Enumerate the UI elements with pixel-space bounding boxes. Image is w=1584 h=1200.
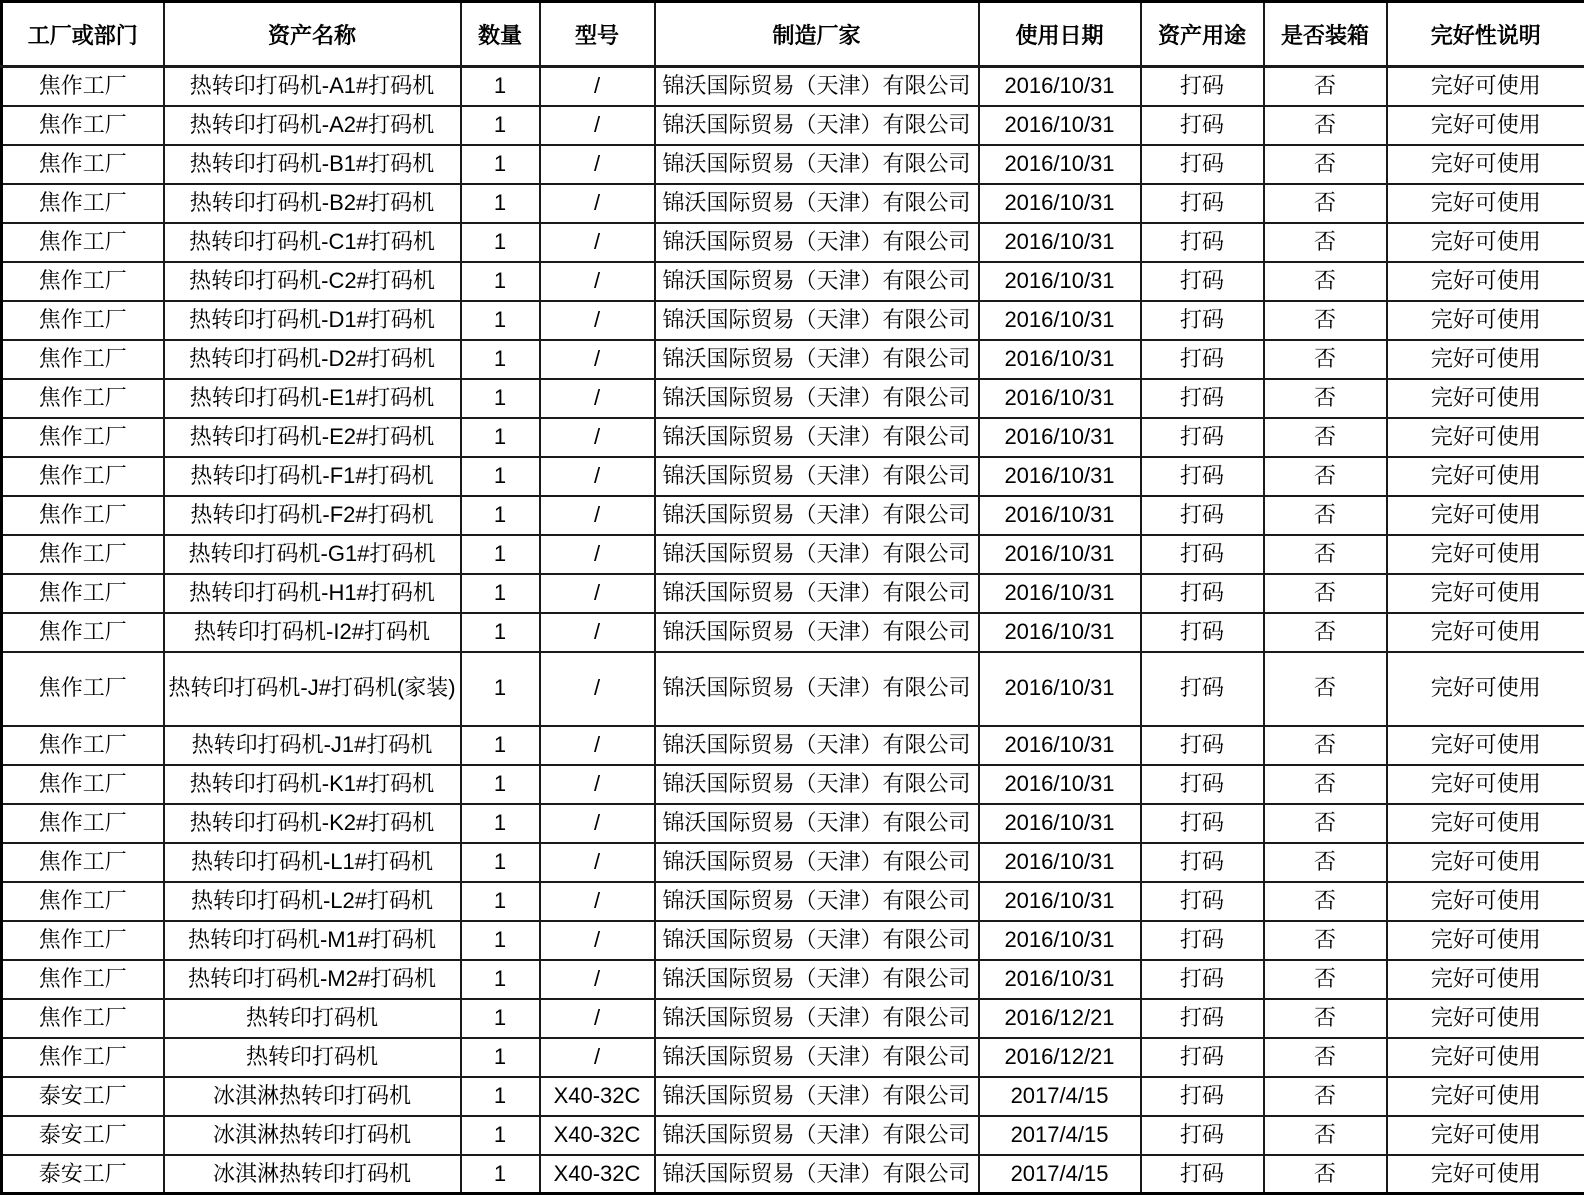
cell-model: / xyxy=(540,379,655,418)
cell-condition: 完好可使用 xyxy=(1387,613,1584,652)
cell-manufacturer: 锦沃国际贸易（天津）有限公司 xyxy=(655,652,979,726)
cell-factory: 焦作工厂 xyxy=(2,301,164,340)
cell-asset_name: 热转印打码机-L2#打码机 xyxy=(164,882,461,921)
cell-usage: 打码 xyxy=(1141,804,1264,843)
table-row xyxy=(2,1077,1584,1116)
cell-boxed: 否 xyxy=(1264,652,1387,726)
cell-quantity: 1 xyxy=(461,1077,540,1116)
cell-start_date: 2016/10/31 xyxy=(979,262,1141,301)
cell-factory: 焦作工厂 xyxy=(2,379,164,418)
cell-manufacturer: 锦沃国际贸易（天津）有限公司 xyxy=(655,765,979,804)
cell-factory: 焦作工厂 xyxy=(2,613,164,652)
table-row xyxy=(2,262,1584,301)
cell-condition: 完好可使用 xyxy=(1387,652,1584,726)
cell-condition: 完好可使用 xyxy=(1387,67,1584,106)
table-row xyxy=(2,223,1584,262)
cell-manufacturer: 锦沃国际贸易（天津）有限公司 xyxy=(655,301,979,340)
cell-factory: 焦作工厂 xyxy=(2,340,164,379)
table-row xyxy=(2,418,1584,457)
cell-boxed: 否 xyxy=(1264,301,1387,340)
cell-usage: 打码 xyxy=(1141,106,1264,145)
cell-start_date: 2016/10/31 xyxy=(979,340,1141,379)
cell-model: / xyxy=(540,223,655,262)
cell-manufacturer: 锦沃国际贸易（天津）有限公司 xyxy=(655,457,979,496)
cell-condition: 完好可使用 xyxy=(1387,184,1584,223)
cell-boxed: 否 xyxy=(1264,1038,1387,1077)
cell-asset_name: 热转印打码机-C1#打码机 xyxy=(164,223,461,262)
cell-quantity: 1 xyxy=(461,804,540,843)
cell-asset_name: 热转印打码机-J1#打码机 xyxy=(164,726,461,765)
table-row xyxy=(2,301,1584,340)
cell-quantity: 1 xyxy=(461,340,540,379)
cell-manufacturer: 锦沃国际贸易（天津）有限公司 xyxy=(655,223,979,262)
cell-manufacturer: 锦沃国际贸易（天津）有限公司 xyxy=(655,960,979,999)
cell-asset_name: 热转印打码机 xyxy=(164,999,461,1038)
cell-boxed: 否 xyxy=(1264,613,1387,652)
cell-start_date: 2016/10/31 xyxy=(979,804,1141,843)
cell-usage: 打码 xyxy=(1141,223,1264,262)
cell-start_date: 2016/10/31 xyxy=(979,184,1141,223)
table-row xyxy=(2,804,1584,843)
cell-start_date: 2016/10/31 xyxy=(979,496,1141,535)
cell-asset_name: 热转印打码机-K1#打码机 xyxy=(164,765,461,804)
cell-boxed: 否 xyxy=(1264,67,1387,106)
cell-boxed: 否 xyxy=(1264,1116,1387,1155)
cell-condition: 完好可使用 xyxy=(1387,340,1584,379)
cell-usage: 打码 xyxy=(1141,921,1264,960)
table-row xyxy=(2,960,1584,999)
cell-model: / xyxy=(540,921,655,960)
cell-start_date: 2016/10/31 xyxy=(979,535,1141,574)
table-row xyxy=(2,613,1584,652)
cell-quantity: 1 xyxy=(461,457,540,496)
cell-model: / xyxy=(540,106,655,145)
cell-quantity: 1 xyxy=(461,496,540,535)
cell-usage: 打码 xyxy=(1141,882,1264,921)
cell-asset_name: 热转印打码机-A1#打码机 xyxy=(164,67,461,106)
cell-usage: 打码 xyxy=(1141,960,1264,999)
column-header-start_date: 使用日期 xyxy=(979,2,1141,67)
cell-usage: 打码 xyxy=(1141,418,1264,457)
cell-asset_name: 热转印打码机-H1#打码机 xyxy=(164,574,461,613)
cell-manufacturer: 锦沃国际贸易（天津）有限公司 xyxy=(655,1077,979,1116)
cell-quantity: 1 xyxy=(461,765,540,804)
cell-condition: 完好可使用 xyxy=(1387,843,1584,882)
table-row xyxy=(2,535,1584,574)
cell-usage: 打码 xyxy=(1141,145,1264,184)
table-body xyxy=(2,67,1584,1194)
column-header-factory: 工厂或部门 xyxy=(2,2,164,67)
column-header-quantity: 数量 xyxy=(461,2,540,67)
cell-model: / xyxy=(540,882,655,921)
cell-boxed: 否 xyxy=(1264,262,1387,301)
cell-factory: 焦作工厂 xyxy=(2,535,164,574)
cell-quantity: 1 xyxy=(461,418,540,457)
cell-manufacturer: 锦沃国际贸易（天津）有限公司 xyxy=(655,804,979,843)
cell-usage: 打码 xyxy=(1141,765,1264,804)
table-row xyxy=(2,843,1584,882)
cell-quantity: 1 xyxy=(461,106,540,145)
cell-start_date: 2017/4/15 xyxy=(979,1155,1141,1194)
cell-factory: 焦作工厂 xyxy=(2,106,164,145)
cell-start_date: 2016/10/31 xyxy=(979,457,1141,496)
cell-manufacturer: 锦沃国际贸易（天津）有限公司 xyxy=(655,1155,979,1194)
cell-quantity: 1 xyxy=(461,1155,540,1194)
cell-condition: 完好可使用 xyxy=(1387,145,1584,184)
cell-boxed: 否 xyxy=(1264,960,1387,999)
cell-usage: 打码 xyxy=(1141,999,1264,1038)
cell-manufacturer: 锦沃国际贸易（天津）有限公司 xyxy=(655,726,979,765)
cell-start_date: 2016/10/31 xyxy=(979,67,1141,106)
cell-boxed: 否 xyxy=(1264,765,1387,804)
cell-factory: 焦作工厂 xyxy=(2,765,164,804)
cell-usage: 打码 xyxy=(1141,1116,1264,1155)
cell-usage: 打码 xyxy=(1141,1155,1264,1194)
cell-usage: 打码 xyxy=(1141,652,1264,726)
cell-factory: 焦作工厂 xyxy=(2,652,164,726)
cell-model: / xyxy=(540,535,655,574)
cell-factory: 焦作工厂 xyxy=(2,184,164,223)
cell-asset_name: 热转印打码机-E2#打码机 xyxy=(164,418,461,457)
cell-condition: 完好可使用 xyxy=(1387,1116,1584,1155)
cell-model: / xyxy=(540,574,655,613)
cell-quantity: 1 xyxy=(461,184,540,223)
table-row xyxy=(2,106,1584,145)
cell-start_date: 2017/4/15 xyxy=(979,1077,1141,1116)
cell-model: X40-32C xyxy=(540,1116,655,1155)
table-row xyxy=(2,67,1584,106)
column-header-model: 型号 xyxy=(540,2,655,67)
cell-boxed: 否 xyxy=(1264,843,1387,882)
cell-model: / xyxy=(540,184,655,223)
table-row xyxy=(2,184,1584,223)
cell-boxed: 否 xyxy=(1264,1155,1387,1194)
cell-asset_name: 热转印打码机-D2#打码机 xyxy=(164,340,461,379)
cell-condition: 完好可使用 xyxy=(1387,574,1584,613)
cell-manufacturer: 锦沃国际贸易（天津）有限公司 xyxy=(655,184,979,223)
cell-asset_name: 热转印打码机-E1#打码机 xyxy=(164,379,461,418)
cell-boxed: 否 xyxy=(1264,340,1387,379)
cell-asset_name: 热转印打码机-K2#打码机 xyxy=(164,804,461,843)
table-row xyxy=(2,340,1584,379)
cell-manufacturer: 锦沃国际贸易（天津）有限公司 xyxy=(655,843,979,882)
cell-model: / xyxy=(540,765,655,804)
cell-boxed: 否 xyxy=(1264,496,1387,535)
cell-factory: 焦作工厂 xyxy=(2,804,164,843)
cell-asset_name: 热转印打码机-B2#打码机 xyxy=(164,184,461,223)
cell-quantity: 1 xyxy=(461,652,540,726)
table-row xyxy=(2,1155,1584,1194)
cell-quantity: 1 xyxy=(461,574,540,613)
cell-factory: 焦作工厂 xyxy=(2,574,164,613)
cell-boxed: 否 xyxy=(1264,535,1387,574)
cell-manufacturer: 锦沃国际贸易（天津）有限公司 xyxy=(655,1116,979,1155)
cell-model: / xyxy=(540,301,655,340)
cell-quantity: 1 xyxy=(461,843,540,882)
cell-factory: 焦作工厂 xyxy=(2,882,164,921)
cell-start_date: 2016/10/31 xyxy=(979,726,1141,765)
cell-model: X40-32C xyxy=(540,1155,655,1194)
cell-manufacturer: 锦沃国际贸易（天津）有限公司 xyxy=(655,882,979,921)
cell-condition: 完好可使用 xyxy=(1387,1077,1584,1116)
cell-quantity: 1 xyxy=(461,262,540,301)
cell-manufacturer: 锦沃国际贸易（天津）有限公司 xyxy=(655,145,979,184)
cell-asset_name: 热转印打码机-F1#打码机 xyxy=(164,457,461,496)
cell-boxed: 否 xyxy=(1264,418,1387,457)
cell-condition: 完好可使用 xyxy=(1387,262,1584,301)
cell-condition: 完好可使用 xyxy=(1387,496,1584,535)
table-row xyxy=(2,574,1584,613)
cell-start_date: 2016/10/31 xyxy=(979,379,1141,418)
table-row xyxy=(2,1116,1584,1155)
cell-start_date: 2016/10/31 xyxy=(979,574,1141,613)
cell-quantity: 1 xyxy=(461,145,540,184)
cell-model: / xyxy=(540,843,655,882)
cell-quantity: 1 xyxy=(461,960,540,999)
cell-model: / xyxy=(540,145,655,184)
cell-asset_name: 热转印打码机-L1#打码机 xyxy=(164,843,461,882)
cell-factory: 焦作工厂 xyxy=(2,1038,164,1077)
cell-start_date: 2016/10/31 xyxy=(979,652,1141,726)
cell-asset_name: 热转印打码机-M1#打码机 xyxy=(164,921,461,960)
cell-asset_name: 冰淇淋热转印打码机 xyxy=(164,1116,461,1155)
cell-boxed: 否 xyxy=(1264,379,1387,418)
cell-start_date: 2016/10/31 xyxy=(979,106,1141,145)
cell-manufacturer: 锦沃国际贸易（天津）有限公司 xyxy=(655,1038,979,1077)
cell-usage: 打码 xyxy=(1141,301,1264,340)
cell-boxed: 否 xyxy=(1264,1077,1387,1116)
cell-condition: 完好可使用 xyxy=(1387,379,1584,418)
cell-model: / xyxy=(540,496,655,535)
cell-boxed: 否 xyxy=(1264,921,1387,960)
cell-quantity: 1 xyxy=(461,613,540,652)
cell-manufacturer: 锦沃国际贸易（天津）有限公司 xyxy=(655,379,979,418)
cell-start_date: 2016/10/31 xyxy=(979,843,1141,882)
column-header-boxed: 是否装箱 xyxy=(1264,2,1387,67)
table-row xyxy=(2,921,1584,960)
cell-start_date: 2016/10/31 xyxy=(979,613,1141,652)
cell-model: / xyxy=(540,613,655,652)
cell-usage: 打码 xyxy=(1141,379,1264,418)
table-row xyxy=(2,765,1584,804)
cell-boxed: 否 xyxy=(1264,882,1387,921)
cell-factory: 焦作工厂 xyxy=(2,223,164,262)
cell-start_date: 2016/10/31 xyxy=(979,418,1141,457)
cell-manufacturer: 锦沃国际贸易（天津）有限公司 xyxy=(655,262,979,301)
table-row xyxy=(2,999,1584,1038)
cell-manufacturer: 锦沃国际贸易（天津）有限公司 xyxy=(655,106,979,145)
cell-boxed: 否 xyxy=(1264,726,1387,765)
cell-factory: 焦作工厂 xyxy=(2,67,164,106)
cell-usage: 打码 xyxy=(1141,67,1264,106)
cell-factory: 泰安工厂 xyxy=(2,1077,164,1116)
cell-model: / xyxy=(540,418,655,457)
cell-start_date: 2017/4/15 xyxy=(979,1116,1141,1155)
cell-factory: 焦作工厂 xyxy=(2,145,164,184)
cell-start_date: 2016/12/21 xyxy=(979,999,1141,1038)
cell-manufacturer: 锦沃国际贸易（天津）有限公司 xyxy=(655,418,979,457)
cell-start_date: 2016/10/31 xyxy=(979,882,1141,921)
cell-boxed: 否 xyxy=(1264,145,1387,184)
cell-usage: 打码 xyxy=(1141,1038,1264,1077)
cell-condition: 完好可使用 xyxy=(1387,804,1584,843)
cell-asset_name: 热转印打码机-G1#打码机 xyxy=(164,535,461,574)
cell-asset_name: 冰淇淋热转印打码机 xyxy=(164,1155,461,1194)
cell-start_date: 2016/10/31 xyxy=(979,765,1141,804)
cell-condition: 完好可使用 xyxy=(1387,223,1584,262)
cell-condition: 完好可使用 xyxy=(1387,1038,1584,1077)
cell-condition: 完好可使用 xyxy=(1387,1155,1584,1194)
cell-condition: 完好可使用 xyxy=(1387,999,1584,1038)
cell-asset_name: 热转印打码机-I2#打码机 xyxy=(164,613,461,652)
table-row xyxy=(2,496,1584,535)
cell-quantity: 1 xyxy=(461,379,540,418)
cell-start_date: 2016/10/31 xyxy=(979,145,1141,184)
cell-usage: 打码 xyxy=(1141,613,1264,652)
cell-factory: 焦作工厂 xyxy=(2,726,164,765)
cell-model: / xyxy=(540,67,655,106)
column-header-usage: 资产用途 xyxy=(1141,2,1264,67)
cell-usage: 打码 xyxy=(1141,457,1264,496)
cell-asset_name: 热转印打码机-M2#打码机 xyxy=(164,960,461,999)
column-header-asset_name: 资产名称 xyxy=(164,2,461,67)
cell-usage: 打码 xyxy=(1141,184,1264,223)
cell-quantity: 1 xyxy=(461,999,540,1038)
cell-boxed: 否 xyxy=(1264,457,1387,496)
cell-condition: 完好可使用 xyxy=(1387,301,1584,340)
cell-model: / xyxy=(540,960,655,999)
cell-asset_name: 热转印打码机-C2#打码机 xyxy=(164,262,461,301)
cell-model: / xyxy=(540,652,655,726)
cell-start_date: 2016/10/31 xyxy=(979,921,1141,960)
cell-quantity: 1 xyxy=(461,726,540,765)
cell-condition: 完好可使用 xyxy=(1387,726,1584,765)
cell-factory: 焦作工厂 xyxy=(2,843,164,882)
cell-asset_name: 热转印打码机-B1#打码机 xyxy=(164,145,461,184)
cell-factory: 焦作工厂 xyxy=(2,921,164,960)
cell-boxed: 否 xyxy=(1264,999,1387,1038)
cell-condition: 完好可使用 xyxy=(1387,882,1584,921)
cell-usage: 打码 xyxy=(1141,496,1264,535)
cell-asset_name: 热转印打码机-D1#打码机 xyxy=(164,301,461,340)
header-row xyxy=(2,2,1584,67)
cell-factory: 焦作工厂 xyxy=(2,999,164,1038)
cell-model: / xyxy=(540,457,655,496)
cell-quantity: 1 xyxy=(461,921,540,960)
table-row xyxy=(2,726,1584,765)
cell-condition: 完好可使用 xyxy=(1387,457,1584,496)
cell-asset_name: 热转印打码机-J#打码机(家装) xyxy=(164,652,461,726)
cell-boxed: 否 xyxy=(1264,574,1387,613)
cell-boxed: 否 xyxy=(1264,223,1387,262)
table-row xyxy=(2,457,1584,496)
cell-factory: 焦作工厂 xyxy=(2,960,164,999)
cell-condition: 完好可使用 xyxy=(1387,106,1584,145)
cell-condition: 完好可使用 xyxy=(1387,765,1584,804)
cell-manufacturer: 锦沃国际贸易（天津）有限公司 xyxy=(655,67,979,106)
cell-manufacturer: 锦沃国际贸易（天津）有限公司 xyxy=(655,574,979,613)
cell-quantity: 1 xyxy=(461,1038,540,1077)
cell-quantity: 1 xyxy=(461,1116,540,1155)
cell-model: X40-32C xyxy=(540,1077,655,1116)
cell-condition: 完好可使用 xyxy=(1387,921,1584,960)
cell-quantity: 1 xyxy=(461,223,540,262)
cell-factory: 泰安工厂 xyxy=(2,1116,164,1155)
column-header-manufacturer: 制造厂家 xyxy=(655,2,979,67)
cell-asset_name: 冰淇淋热转印打码机 xyxy=(164,1077,461,1116)
cell-boxed: 否 xyxy=(1264,106,1387,145)
cell-factory: 焦作工厂 xyxy=(2,262,164,301)
cell-asset_name: 热转印打码机-A2#打码机 xyxy=(164,106,461,145)
cell-quantity: 1 xyxy=(461,535,540,574)
cell-factory: 焦作工厂 xyxy=(2,496,164,535)
cell-manufacturer: 锦沃国际贸易（天津）有限公司 xyxy=(655,496,979,535)
cell-model: / xyxy=(540,1038,655,1077)
cell-manufacturer: 锦沃国际贸易（天津）有限公司 xyxy=(655,613,979,652)
cell-usage: 打码 xyxy=(1141,574,1264,613)
table-row xyxy=(2,1038,1584,1077)
column-header-condition: 完好性说明 xyxy=(1387,2,1584,67)
cell-usage: 打码 xyxy=(1141,262,1264,301)
table-row xyxy=(2,882,1584,921)
cell-boxed: 否 xyxy=(1264,804,1387,843)
cell-manufacturer: 锦沃国际贸易（天津）有限公司 xyxy=(655,999,979,1038)
cell-quantity: 1 xyxy=(461,882,540,921)
table-row xyxy=(2,652,1584,726)
cell-start_date: 2016/10/31 xyxy=(979,301,1141,340)
cell-quantity: 1 xyxy=(461,301,540,340)
cell-usage: 打码 xyxy=(1141,340,1264,379)
cell-start_date: 2016/10/31 xyxy=(979,960,1141,999)
cell-start_date: 2016/10/31 xyxy=(979,223,1141,262)
cell-start_date: 2016/12/21 xyxy=(979,1038,1141,1077)
cell-condition: 完好可使用 xyxy=(1387,960,1584,999)
cell-quantity: 1 xyxy=(461,67,540,106)
cell-manufacturer: 锦沃国际贸易（天津）有限公司 xyxy=(655,535,979,574)
cell-usage: 打码 xyxy=(1141,726,1264,765)
cell-manufacturer: 锦沃国际贸易（天津）有限公司 xyxy=(655,340,979,379)
cell-usage: 打码 xyxy=(1141,535,1264,574)
cell-usage: 打码 xyxy=(1141,1077,1264,1116)
cell-asset_name: 热转印打码机-F2#打码机 xyxy=(164,496,461,535)
cell-factory: 泰安工厂 xyxy=(2,1155,164,1194)
cell-model: / xyxy=(540,262,655,301)
cell-factory: 焦作工厂 xyxy=(2,418,164,457)
cell-factory: 焦作工厂 xyxy=(2,457,164,496)
cell-manufacturer: 锦沃国际贸易（天津）有限公司 xyxy=(655,921,979,960)
cell-model: / xyxy=(540,804,655,843)
table-row xyxy=(2,379,1584,418)
cell-model: / xyxy=(540,340,655,379)
cell-condition: 完好可使用 xyxy=(1387,535,1584,574)
cell-usage: 打码 xyxy=(1141,843,1264,882)
cell-boxed: 否 xyxy=(1264,184,1387,223)
cell-asset_name: 热转印打码机 xyxy=(164,1038,461,1077)
cell-condition: 完好可使用 xyxy=(1387,418,1584,457)
cell-model: / xyxy=(540,726,655,765)
cell-model: / xyxy=(540,999,655,1038)
table-row xyxy=(2,145,1584,184)
